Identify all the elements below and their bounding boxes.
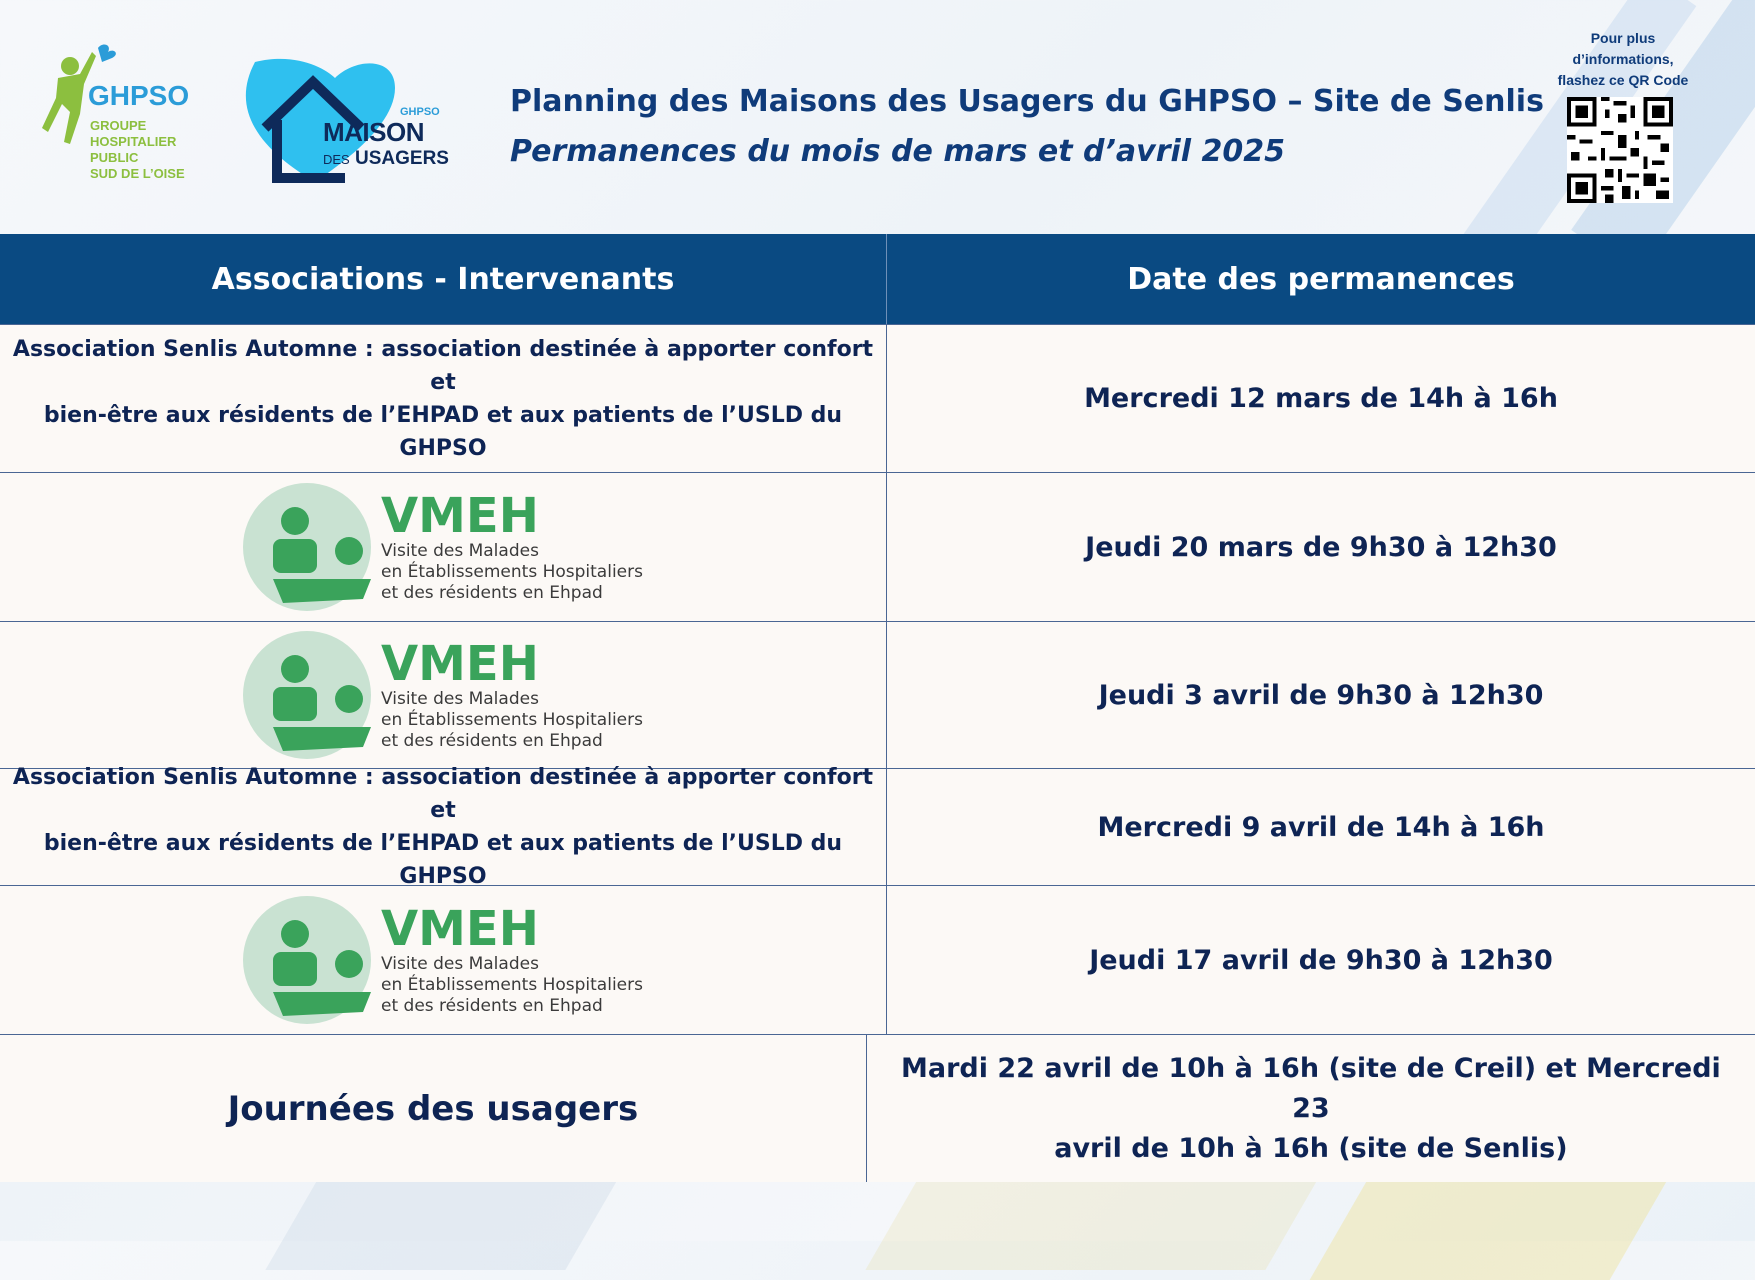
vmeh-line1: Visite des Malades	[381, 540, 539, 561]
table-row	[0, 885, 1755, 1034]
qr-caption: Pour plus d’informations, flashez ce QR Code	[1557, 30, 1689, 88]
vmeh-people-icon	[243, 896, 371, 1024]
date-cell: Jeudi 17 avril de 9h30 à 12h30	[1089, 944, 1553, 976]
association-cell: Association Senlis Automne : association destinée à apporter confort et bien-être aux résidents de l’EHPAD et aux patients de l’USLD du GHPSO	[0, 769, 887, 885]
schedule-table	[0, 234, 1755, 1182]
qr-code-icon[interactable]	[1567, 97, 1673, 203]
association-cell: Association Senlis Automne : association destinée à apporter confort et bien-être aux résidents de l’EHPAD et aux patients de l’USLD du GHPSO	[0, 325, 887, 472]
date-cell: Mercredi 9 avril de 14h à 16h	[1097, 811, 1545, 843]
ghpso-logo-subtitle: GROUPE HOSPITALIER PUBLIC SUD DE L’OISE	[90, 118, 185, 181]
page-subtitle: Permanences du mois de mars et d’avril 2025	[510, 134, 1286, 169]
association-cell	[0, 886, 887, 1034]
association-cell	[0, 473, 887, 621]
date-cell: Jeudi 3 avril de 9h30 à 12h30	[1098, 679, 1544, 711]
table-header	[0, 234, 1755, 324]
page-title: Planning des Maisons des Usagers du GHPSO – Site de Senlis	[510, 84, 1544, 119]
vmeh-line1: Visite des Malades	[381, 688, 539, 709]
vmeh-people-icon	[243, 483, 371, 611]
vmeh-title: VMEH	[381, 900, 539, 957]
vmeh-line3: et des résidents en Ehpad	[381, 730, 603, 751]
date-cell: Mercredi 12 mars de 14h à 16h	[1084, 383, 1558, 414]
association-cell: Journées des usagers	[0, 1035, 867, 1182]
vmeh-logo	[243, 896, 643, 1024]
table-row	[0, 621, 1755, 768]
column-header-associations: Associations - Intervenants	[0, 234, 887, 324]
vmeh-line3: et des résidents en Ehpad	[381, 582, 603, 603]
vmeh-line1: Visite des Malades	[381, 953, 539, 974]
vmeh-title: VMEH	[381, 487, 539, 544]
vmeh-people-icon	[243, 631, 371, 759]
vmeh-line3: et des résidents en Ehpad	[381, 995, 603, 1016]
vmeh-line2: en Établissements Hospitaliers	[381, 561, 643, 582]
mdu-maison-label: MAISON	[323, 117, 424, 147]
column-header-dates: Date des permanences	[1127, 261, 1515, 297]
date-cell: Mardi 22 avril de 10h à 16h (site de Creil) et Mercredi 23 avril de 10h à 16h (site de Senlis)	[901, 1052, 1721, 1164]
table-row	[0, 765, 1755, 889]
mdu-ghpso-label: GHPSO	[400, 106, 440, 118]
vmeh-logo	[243, 631, 643, 759]
table-row	[0, 324, 1755, 472]
vmeh-line2: en Établissements Hospitaliers	[381, 974, 643, 995]
table-row	[0, 1034, 1755, 1182]
vmeh-title: VMEH	[381, 635, 539, 692]
ghpso-logo-name: GHPSO	[88, 80, 190, 111]
date-cell: Jeudi 20 mars de 9h30 à 12h30	[1085, 531, 1557, 563]
table-row	[0, 472, 1755, 621]
vmeh-logo	[243, 483, 643, 611]
vmeh-line2: en Établissements Hospitaliers	[381, 709, 643, 730]
mdu-usagers-label: DES USAGERS	[323, 148, 449, 169]
association-cell	[0, 622, 887, 768]
